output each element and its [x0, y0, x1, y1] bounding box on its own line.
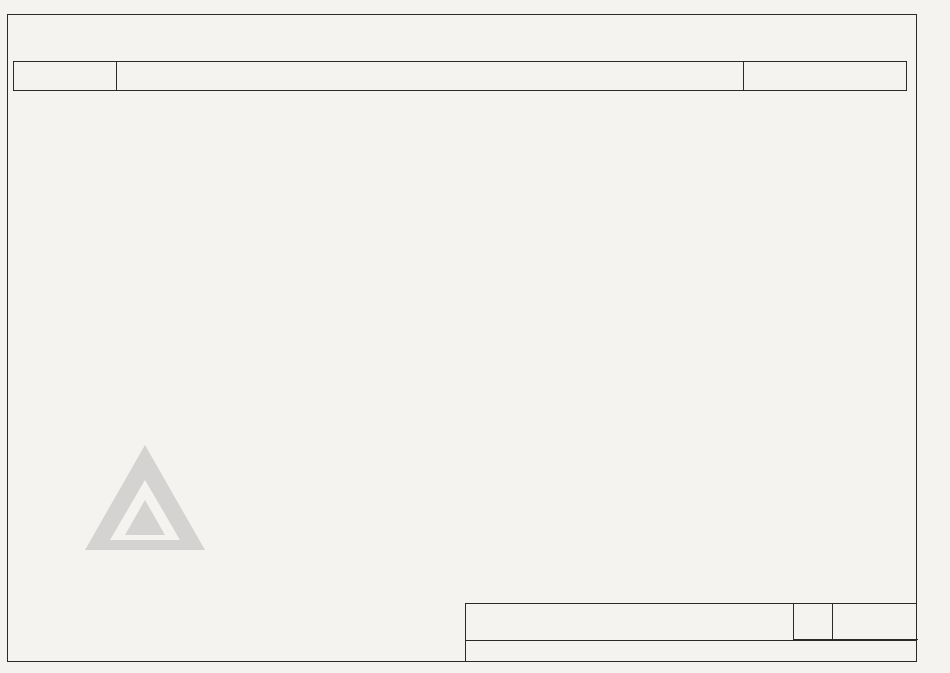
sign-row: [466, 640, 917, 663]
col-header-point: [14, 62, 117, 91]
title-block-title: [466, 604, 794, 640]
requirements-table: [13, 61, 907, 91]
col-header-requirement: [117, 62, 744, 91]
section-sidebar: [920, 14, 950, 673]
table-header-row: [14, 62, 907, 91]
col-header-note: [744, 62, 907, 91]
title-block: [465, 603, 917, 662]
atlas-number: [833, 604, 918, 640]
atlas-number-label: [793, 604, 833, 640]
watermark-logo: [80, 440, 210, 580]
